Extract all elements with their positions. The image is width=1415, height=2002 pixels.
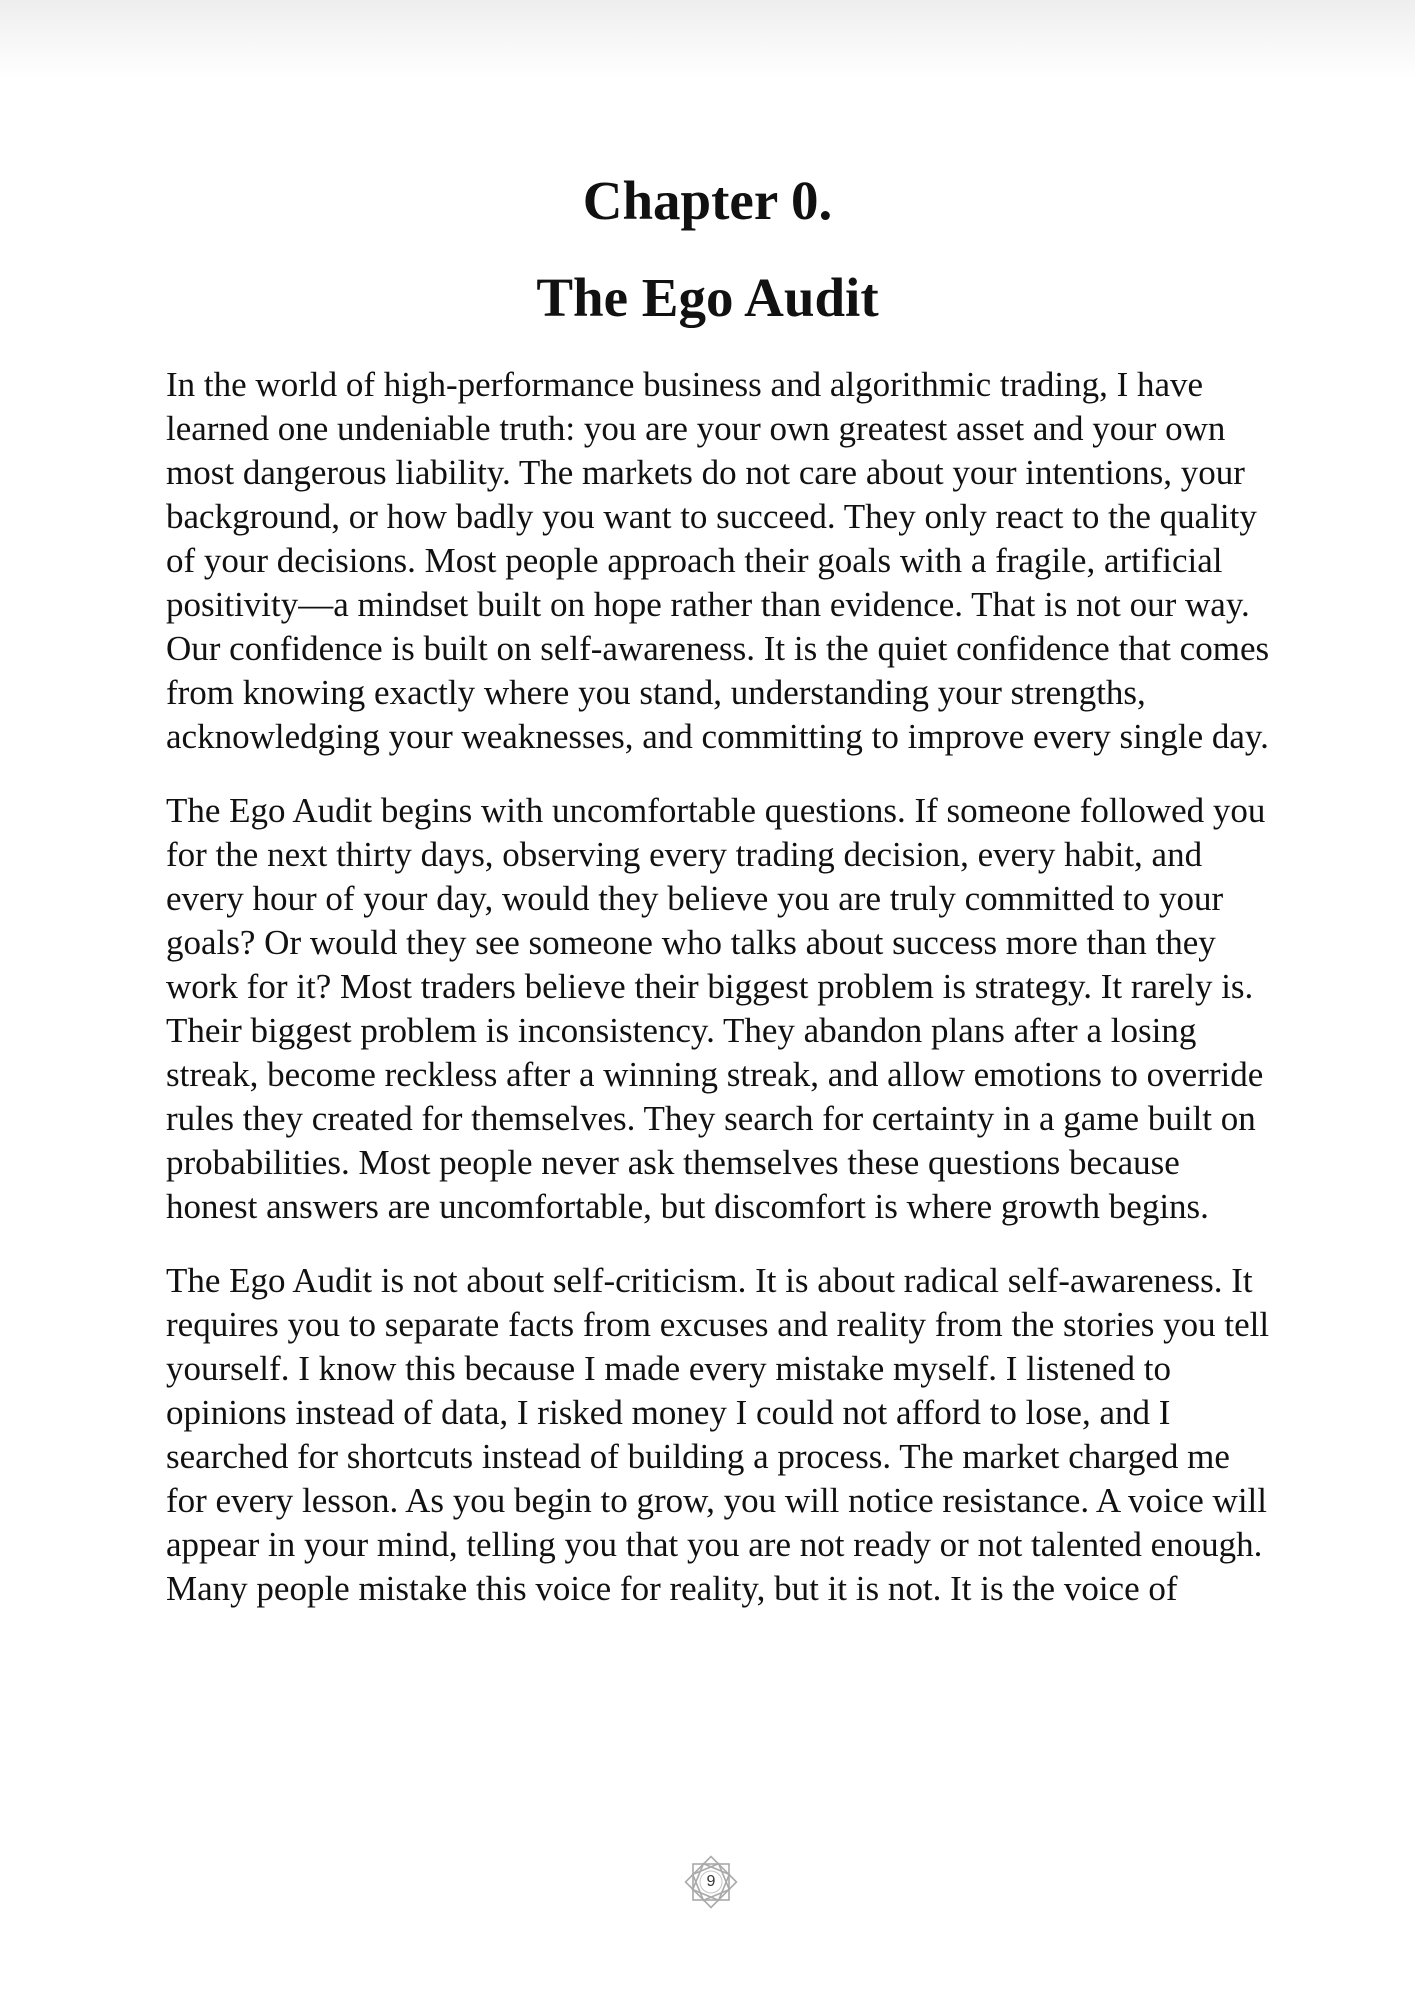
body-text: [166, 363, 1276, 1641]
chapter-number: Chapter 0.: [582, 170, 833, 231]
paragraph-2: The Ego Audit begins with uncomfortable questions. If someone followed you for the next thirty days, observing every trading decision, every habit, and every hour of your day, would they believe you are truly committed to your goals? Or would they see someone who talks about success more than they work for it? Most traders believe their biggest problem is strategy. It rarely is. Their biggest problem is inconsistency. They abandon plans after a losing streak, become reckless after a winning streak, and allow emotions to override rules they created for themselves. They search for certainty in a game built on probabilities. Most people never ask themselves these questions because honest answers are uncomfortable, but discomfort is where growth begins.: [166, 791, 1266, 1226]
paragraph-1: In the world of high-performance business and algorithmic trading, I have learned one undeniable truth: you are your own greatest asset and your own most dangerous liability. The markets do not care about your intentions, your background, or how badly you want to succeed. They only react to the quality of your decisions. Most people approach their goals with a fragile, artificial positivity—a mindset built on hope rather than evidence. That is not our way. Our confidence is built on self-awareness. It is the quiet confidence that comes from knowing exactly where you stand, understanding your strengths, acknowledging your weaknesses, and committing to improve every single day.: [166, 365, 1270, 756]
top-shadow: [0, 0, 1415, 80]
page-number-ornament: [677, 1848, 745, 1916]
chapter-title: The Ego Audit: [536, 267, 879, 328]
page-number: 9: [706, 1873, 716, 1890]
paragraph-3: The Ego Audit is not about self-criticism. It is about radical self-awareness. It requires you to separate facts from excuses and reality from the stories you tell yourself. I know this because I made every mistake myself. I listened to opinions instead of data, I risked money I could not afford to lose, and I searched for shortcuts instead of building a process. The market charged me for every lesson. As you begin to grow, you will notice resistance. A voice will appear in your mind, telling you that you are not ready or not talented enough. Many people mistake this voice for reality, but it is not. It is the voice of: [166, 1261, 1270, 1608]
